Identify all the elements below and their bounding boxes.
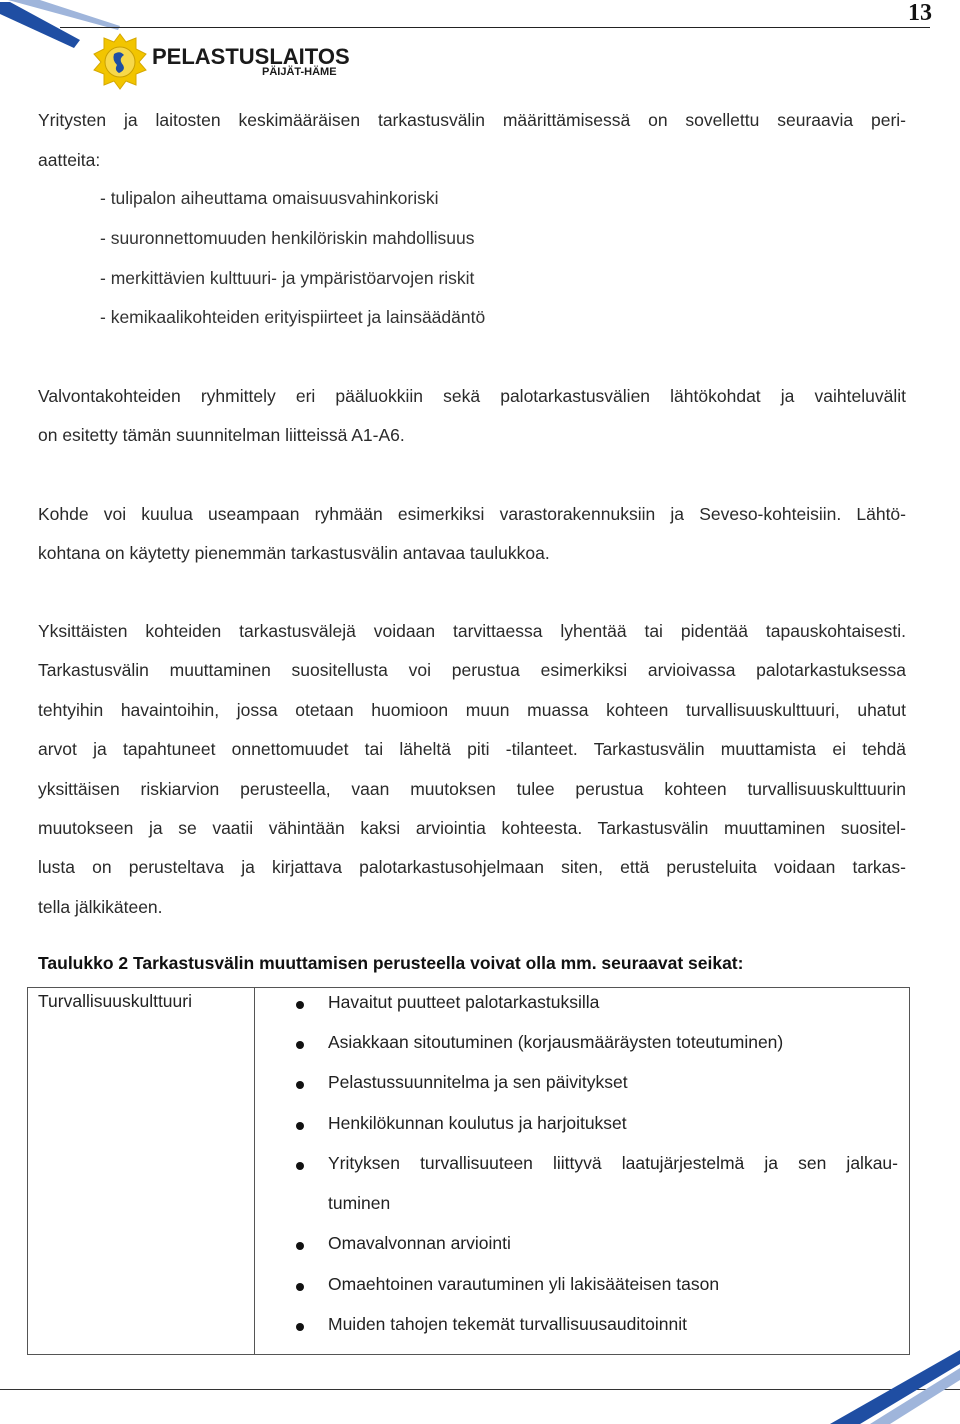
list-item: - suuronnettomuuden henkilöriskin mahdollisuus (100, 228, 475, 248)
intro-line-2: aatteita: (38, 150, 101, 170)
bullet-icon (296, 1283, 304, 1291)
list-item: - merkittävien kulttuuri- ja ympäristöarvojen riskit (100, 268, 475, 288)
intro-line-1: Yritysten ja laitosten keskimääräisen tarkastusvälin määrittämisessä on sovellettu seuraavia peri- (38, 110, 906, 130)
table-bullet-item: Asiakkaan sitoutuminen (korjausmääräysten toteutuminen) (328, 1032, 784, 1052)
table-bullet-item: Omavalvonnan arviointi (328, 1233, 511, 1253)
org-name: PELASTUSLAITOS (152, 44, 350, 69)
table-column-divider (254, 987, 255, 1355)
para4-line: tella jälkikäteen. (38, 897, 163, 917)
header-rule (60, 27, 930, 28)
table-bullet-item-continued: tuminen (328, 1193, 391, 1213)
bullet-icon (296, 1122, 304, 1130)
para4-line: arvot ja tapahtuneet onnettomuudet tai läheltä piti -tilanteet. Tarkastusvälin muuttamista ei tehdä (38, 739, 906, 759)
page-number: 13 (908, 0, 932, 26)
org-region: PÄIJÄT-HÄME (262, 66, 337, 78)
para2-line-2: on esitetty tämän suunnitelman liitteissä A1-A6. (38, 425, 405, 445)
para3-line-1: Kohde voi kuulua useampaan ryhmään esimerkiksi varastorakennuksiin ja Seveso-kohteisiin. Lähtö- (38, 504, 906, 524)
table-bullet-item: Omaehtoinen varautuminen yli lakisääteisen tason (328, 1274, 720, 1294)
table-bullet-item: Pelastussuunnitelma ja sen päivitykset (328, 1072, 628, 1092)
list-item: - kemikaalikohteiden erityispiirteet ja lainsäädäntö (100, 307, 486, 327)
footer-rule (0, 1389, 960, 1390)
table-caption: Taulukko 2 Tarkastusvälin muuttamisen perusteella voivat olla mm. seuraavat seikat: (38, 953, 744, 973)
bullet-icon (296, 1162, 304, 1170)
para4-line: yksittäisen riskiarvion perusteella, vaan muutoksen tulee perustua kohteen turvallisuuskulttuurin (38, 779, 906, 799)
para4-line: muutokseen ja se vaatii vähintään kaksi arviointia kohteesta. Tarkastusvälin muuttaminen suositel- (38, 818, 906, 838)
para3-line-2: kohtana on käytetty pienemmän tarkastusvälin antavaa taulukkoa. (38, 543, 550, 563)
bullet-icon (296, 1001, 304, 1009)
para4-line: lusta on perusteltava ja kirjattava palotarkastusohjelmaan siten, että perusteluita voidaan tarkas- (38, 857, 906, 877)
bullet-icon (296, 1041, 304, 1049)
bullet-icon (296, 1081, 304, 1089)
rescue-emblem-icon (92, 32, 148, 90)
table-category-cell: Turvallisuuskulttuuri (38, 991, 192, 1011)
para4-line: tehtyihin havaintoihin, jossa otetaan huomioon muun muassa kohteen turvallisuuskulttuuri, uhatut (38, 700, 906, 720)
table-bullet-item: Muiden tahojen tekemät turvallisuusauditoinnit (328, 1314, 687, 1334)
para4-line: Tarkastusvälin muuttaminen suositellusta voi perustua esimerkiksi arvioivassa palotarkastuksessa (38, 660, 906, 680)
corner-stripe-bottom-right (820, 1350, 960, 1424)
para4-line: Yksittäisten kohteiden tarkastusvälejä voidaan tarvittaessa lyhentää tai pidentää tapauskohtaisesti. (38, 621, 906, 641)
table-bullet-item: Henkilökunnan koulutus ja harjoitukset (328, 1113, 627, 1133)
para2-line-1: Valvontakohteiden ryhmittely eri pääluokkiin sekä palotarkastusvälien lähtökohdat ja vaihteluvälit (38, 386, 906, 406)
list-item: - tulipalon aiheuttama omaisuusvahinkoriski (100, 188, 439, 208)
table-bullet-item: Yrityksen turvallisuuteen liittyvä laatujärjestelmä ja sen jalkau- (328, 1153, 898, 1173)
bullet-icon (296, 1323, 304, 1331)
table-bullet-item: Havaitut puutteet palotarkastuksilla (328, 992, 600, 1012)
bullet-icon (296, 1242, 304, 1250)
